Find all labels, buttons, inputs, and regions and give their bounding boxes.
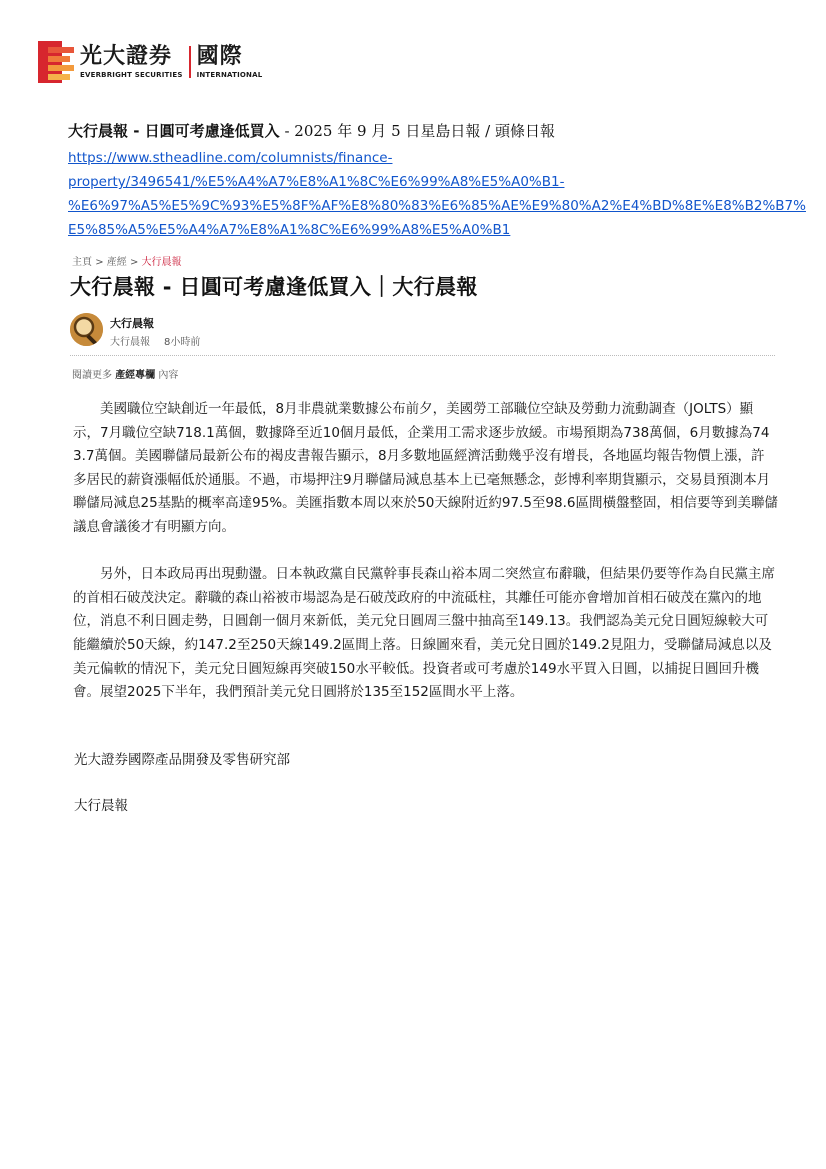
url-line-4[interactable]: E5%85%A5%E5%A4%A7%E8%A1%8C%E6%99%A8%E5%A0%B1	[68, 222, 511, 238]
logo-en-name: EVERBRIGHT SECURITIES	[80, 71, 183, 79]
logo-en-international: INTERNATIONAL	[196, 71, 263, 79]
author-avatar[interactable]	[70, 313, 103, 346]
breadcrumb-separator: >	[129, 257, 139, 268]
article-body	[73, 398, 778, 705]
breadcrumb	[72, 253, 182, 268]
article-paragraph: 美國職位空缺創近一年最低，8月非農就業數據公布前夕，美國勞工部職位空缺及勞動力流動調查（JOLTS）顯示，7月職位空缺718.1萬個，數據降至近10個月最低，企業用工需求逐步放緩。市場預期為738萬個，6月數據為743.7萬個。美國聯儲局最新公布的褐皮書報告顯示，8月多數地區經濟活動幾乎沒有增長，各地區均報告物價上漲，許多居民的薪資漲幅低於通脹。不過，市場押注9月聯儲局減息基本上已毫無懸念，彭博利率期貨顯示，交易員預測本月聯儲局減息25基點的概率高達95%。美匯指數本周以來於50天線附近約97.5至98.6區間橫盤整固，相信要等到美聯儲議息會議後才有明顯方向。	[73, 401, 778, 535]
signature-department: 光大證券國際產品開發及零售研究部	[74, 752, 290, 768]
breadcrumb-section[interactable]: 產經	[106, 257, 127, 268]
breadcrumb-separator: >	[95, 257, 104, 268]
article-title: 大行晨報 - 日圓可考慮逢低買入｜大行晨報	[70, 275, 478, 299]
logo-cn-international: 國際	[196, 44, 243, 69]
publish-time: 8小時前	[164, 337, 201, 348]
url-line-3[interactable]: %E6%97%A5%E5%9C%93%E5%8F%AF%E8%80%83%E6%85%AE%E9%80%A2%E4%BD%8E%E8%B2%B7%	[68, 198, 806, 214]
read-more	[72, 366, 178, 381]
report-headline	[68, 120, 555, 142]
company-logo	[38, 40, 262, 84]
everbright-logo-icon	[38, 41, 74, 83]
logo-divider	[189, 46, 191, 78]
breadcrumb-home[interactable]: 主頁	[72, 257, 92, 268]
url-line-1[interactable]: https://www.stheadline.com/columnists/finance-	[68, 150, 393, 166]
report-source-date: - 2025 年 9 月 5 日星島日報 / 頭條日報	[279, 122, 555, 140]
read-more-link[interactable]: 產經專欄	[115, 370, 156, 381]
author-meta	[110, 333, 200, 348]
read-more-prefix: 閱讀更多	[72, 370, 112, 381]
author-name[interactable]: 大行晨報	[110, 317, 154, 330]
source-url-link[interactable]	[68, 146, 806, 242]
url-line-2[interactable]: property/3496541/%E5%A4%A7%E8%A1%8C%E6%99%A8%E5%A0%B1-	[68, 174, 565, 190]
magnifier-avatar-icon	[70, 313, 103, 346]
divider	[70, 355, 775, 356]
article-paragraph: 另外，日本政局再出現動盪。日本執政黨自民黨幹事長森山裕本周二突然宣布辭職，但結果仍要等作為自民黨主席的首相石破茂決定。辭職的森山裕被市場認為是石破茂政府的中流砥柱，其離任可能亦會增加首相石破茂在黨內的地位，消息不利日圓走勢，日圓創一個月來新低，美元兌日圓周三盤中抽高至149.13。我們認為美元兌日圓短線較大可能繼續於50天線，約147.2至250天線149.2區間上落。日線圖來看，美元兌日圓於149.2見阻力，受聯儲局減息以及美元偏軟的情況下，美元兌日圓短線再突破150水平較低。投資者或可考慮於149水平買入日圓，以捕捉日圓回升機會。展望2025下半年，我們預計美元兌日圓將於135至152區間水平上落。	[73, 566, 775, 701]
logo-cn-name: 光大證券	[80, 44, 173, 69]
signature-name: 大行晨報	[74, 798, 128, 814]
breadcrumb-current[interactable]: 大行晨報	[141, 257, 182, 268]
read-more-suffix: 內容	[158, 370, 179, 381]
paragraph-gap	[73, 540, 778, 564]
report-title: 大行晨報 - 日圓可考慮逢低買入	[68, 122, 280, 140]
author-column[interactable]: 大行晨報	[110, 337, 150, 348]
